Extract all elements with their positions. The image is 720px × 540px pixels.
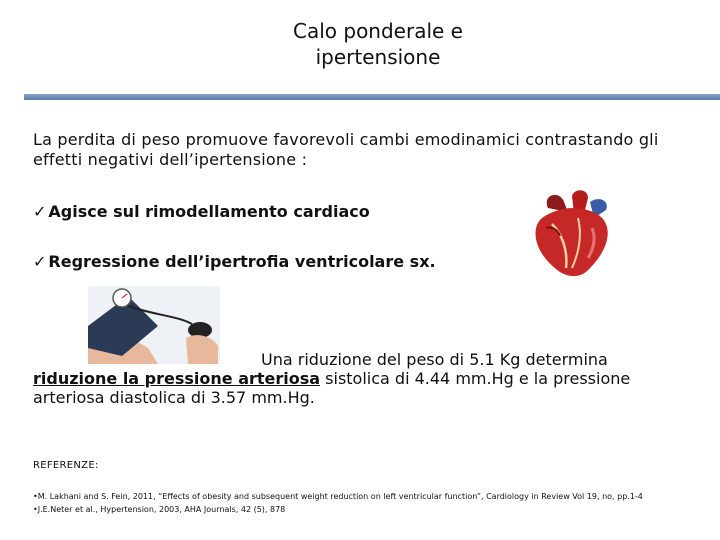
references-heading: REFERENZE: xyxy=(33,460,99,471)
checkmark-icon: ✓ xyxy=(33,202,47,221)
check-item-label: Regressione dell’ipertrofia ventricolare sx. xyxy=(48,252,436,271)
heart-illustration xyxy=(512,188,630,280)
intro-text: La perdita di peso promuove favorevoli cambi emodinamici contrastando gli effetti negativi dell’ipertensione : xyxy=(33,130,659,169)
check-item-remodeling xyxy=(33,202,370,222)
check-item-hypertrophy xyxy=(33,252,436,272)
slide-title xyxy=(180,18,576,70)
reference-item: •M. Lakhani and S. Fein, 2011, “Effects of obesity and subsequent weight reduction on left ventricular function”, Cardiology in Review Vol 19, no, pp.1-4 xyxy=(33,492,643,501)
finding-lead: Una riduzione del peso di 5.1 Kg determina xyxy=(261,350,608,369)
finding-rest: sistolica di 4.44 mm.Hg e la pressione arteriosa diastolica di 3.57 mm.Hg. xyxy=(33,369,631,407)
finding-emphasis: riduzione la pressione arteriosa xyxy=(33,369,321,388)
title-line-2: ipertensione xyxy=(315,45,441,69)
finding-paragraph xyxy=(33,350,703,407)
check-item-label: Agisce sul rimodellamento cardiaco xyxy=(48,202,370,221)
reference-item: •J.E.Neter et al., Hypertension, 2003, AHA Journals, 42 (5), 878 xyxy=(33,505,286,514)
checkmark-icon: ✓ xyxy=(33,252,47,271)
title-divider xyxy=(24,94,720,100)
title-line-1: Calo ponderale e xyxy=(293,19,463,43)
